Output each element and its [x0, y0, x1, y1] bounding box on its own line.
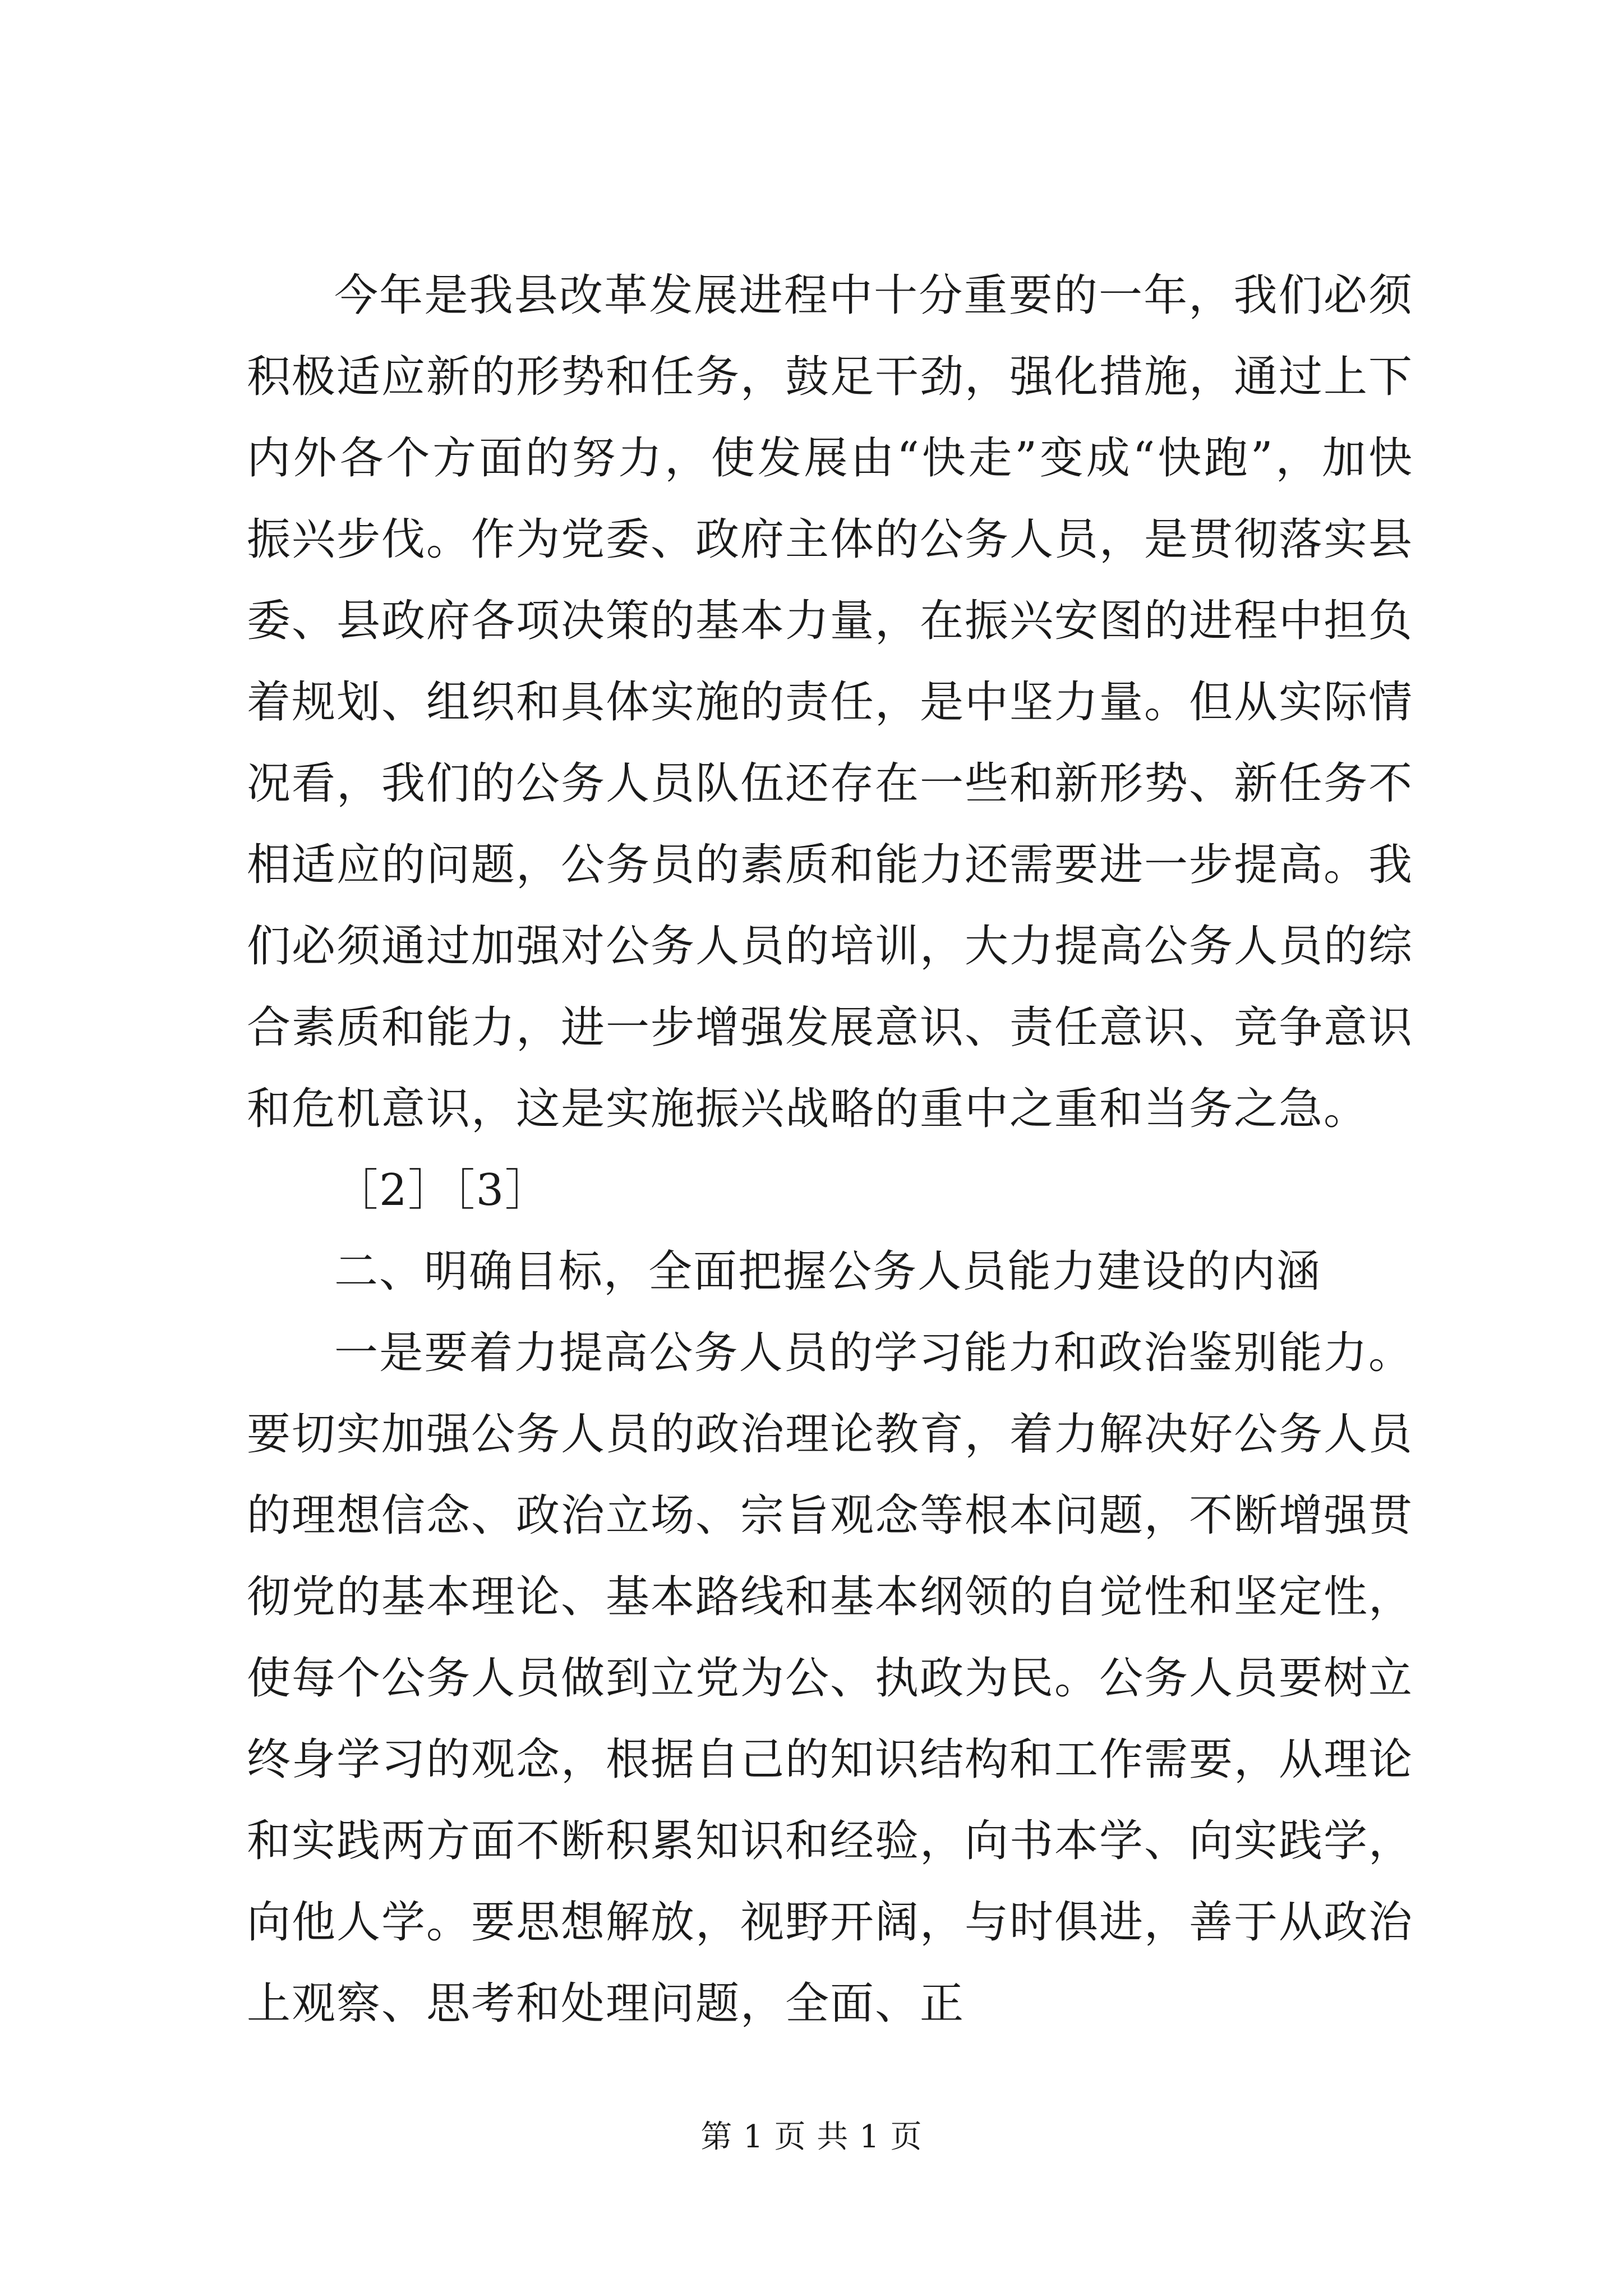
paragraph-citation: ［2］［3］ — [334, 1165, 550, 1216]
page-number-footer: 第 1 页 共 1 页 — [700, 2119, 923, 2155]
section-heading: 二、明确目标，全面把握公务人员能力建设的内涵 — [334, 1246, 1322, 1297]
document-body — [247, 255, 1413, 2045]
paragraph-intro: 今年是我县改革发展进程中十分重要的一年，我们必须积极适应新的形势和任务，鼓足干劲，强化措施，通过上下内外各个方面的努力，使发展由“快走”变成“快跑”，加快振兴步伐。作为党委、政府主体的公务人员，是贯彻落实县委、县政府各项决策的基本力量，在振兴安图的进程中担负着规划、组织和具体实施的责任，是中坚力量。但从实际情况看，我们的公务人员队伍还存在一些和新形势、新任务不相适应的问题，公务员的素质和能力还需要进一步提高。我们必须通过加强对公务人员的培训，大力提高公务人员的综合素质和能力，进一步增强发展意识、责任意识、竞争意识和危机意识，这是实施振兴战略的重中之重和当务之急。 — [247, 270, 1414, 1134]
paragraph-point-one: 一是要着力提高公务人员的学习能力和政治鉴别能力。要切实加强公务人员的政治理论教育，着力解决好公务人员的理想信念、政治立场、宗旨观念等根本问题，不断增强贯彻党的基本理论、基本路线和基本纲领的自觉性和坚定性，使每个公务人员做到立党为公、执政为民。公务人员要树立终身学习的观念，根据自己的知识结构和工作需要，从理论和实践两方面不断积累知识和经验，向书本学、向实践学，向他人学。要思想解放，视野开阔，与时俱进，善于从政治上观察、思考和处理问题，全面、正 — [247, 1328, 1414, 2029]
